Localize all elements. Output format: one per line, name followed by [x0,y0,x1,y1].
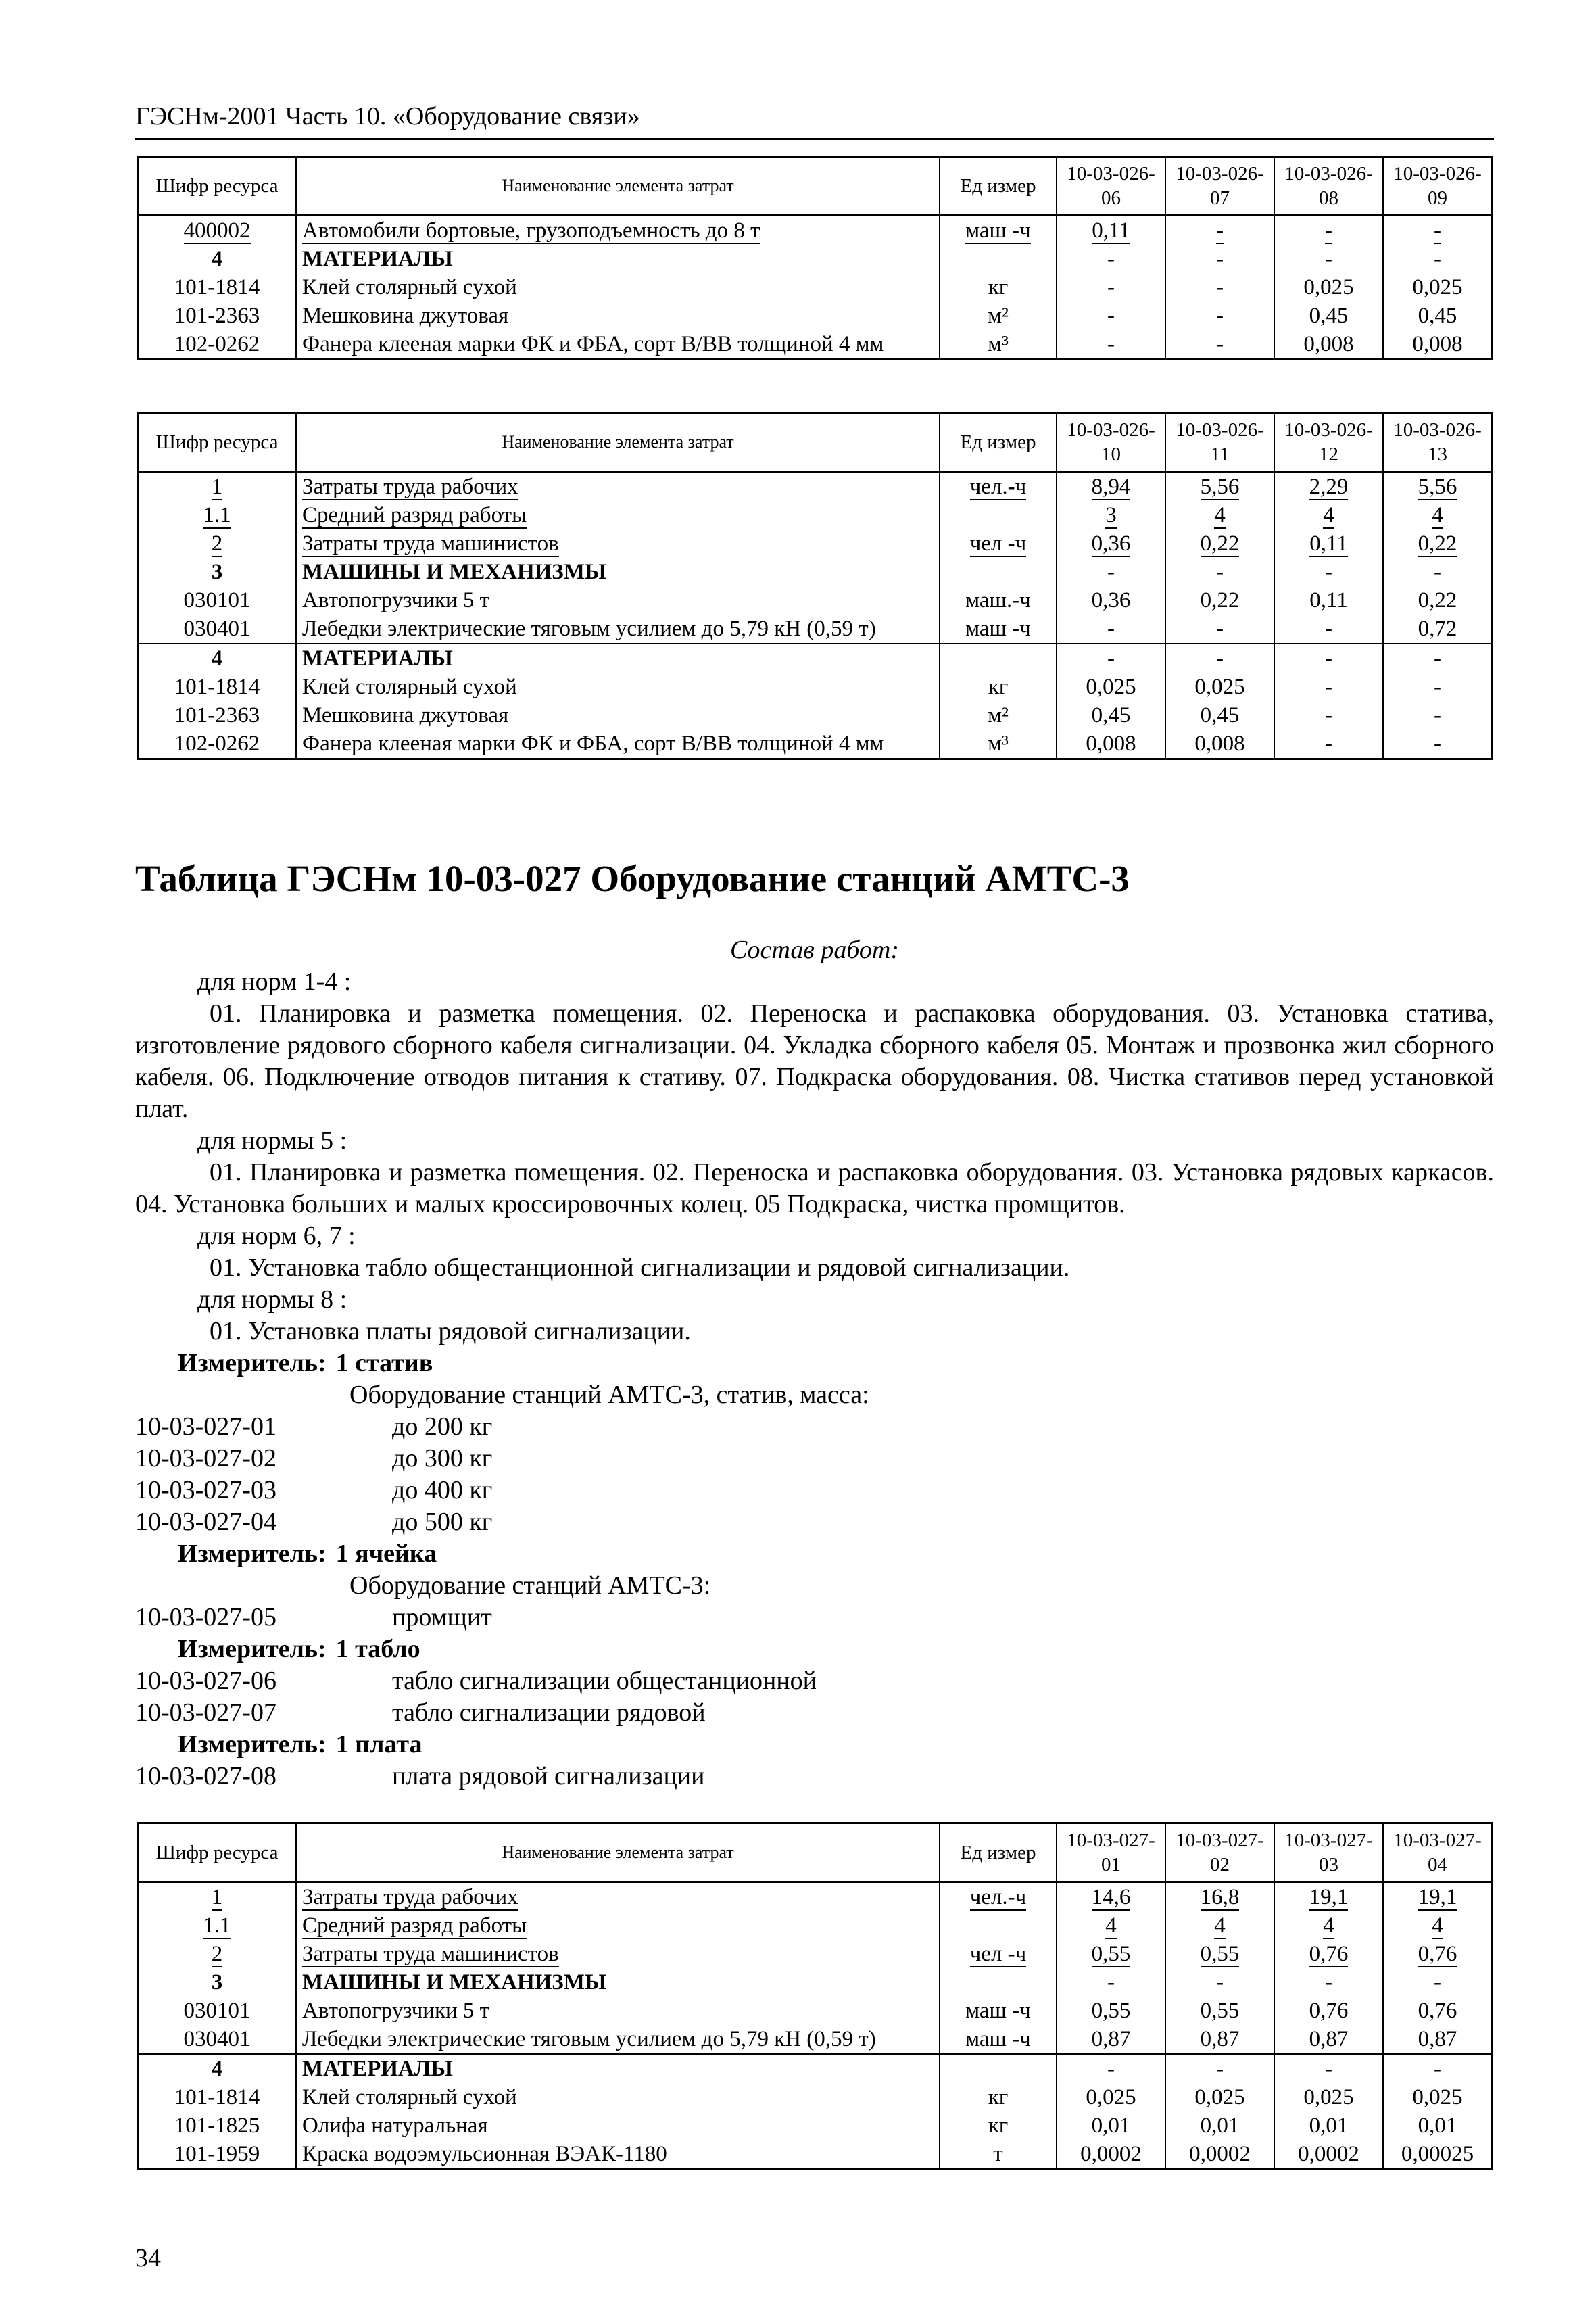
norm-code: 10-03-027-05 [135,1603,276,1631]
resource-code: 101-1814 [174,275,260,300]
norm-value: 2,29 [1309,475,1349,499]
table-row [138,2083,1492,2111]
norm-description: до 300 кг [392,1444,493,1473]
norm-value: - [1325,218,1332,243]
unit: чел -ч [969,1942,1027,1966]
norm-value: 0,01 [1309,2114,1349,2138]
meter-2: Измеритель: 1 ячейка [178,1540,437,1568]
norm-code: 10-03-027-02 [135,1444,276,1473]
norm-column-header: 10-03-027-02 [1165,1823,1274,1882]
norm-value: - [1107,1970,1115,1995]
resource-code: 1 [211,1885,223,1909]
norm-value: - [1107,2057,1115,2081]
norm-value: - [1434,646,1441,671]
norm-value: 0,008 [1194,732,1245,756]
unit: маш -ч [965,1999,1031,2023]
col-unit-header: Ед измер [940,413,1057,472]
norm-value: 4 [1105,1913,1117,1938]
norm-value: - [1325,646,1332,671]
resource-code: 2 [211,531,223,556]
work-composition [135,934,1494,1792]
norm-value: 0,55 [1091,1942,1131,1966]
resource-code: 400002 [183,218,251,243]
norms-6-7-text: 01. Установка табло общестанционной сигнализации и рядовой сигнализации. [210,1254,1070,1282]
norm-item [135,1475,1494,1506]
table-row [138,216,1492,245]
resource-table-027-01-04 [137,1822,1493,2170]
norm-value: 0,025 [1194,675,1245,699]
norm-value: 0,025 [1412,275,1463,300]
resource-code: 3 [211,1970,223,1995]
cost-element-name: Мешковина джутовая [302,304,509,328]
norm-value: 5,56 [1418,475,1457,499]
unit: м³ [988,732,1009,756]
norm-value: 5,56 [1200,475,1240,499]
norm-column-header: 10-03-027-01 [1057,1823,1165,1882]
norm-value: - [1325,1970,1332,1995]
norm-item [135,1411,1494,1443]
section-title: Таблица ГЭСНм 10-03-027 Оборудование станций АМТС-3 [135,858,1130,899]
norm-value: 0,87 [1200,2027,1240,2051]
cost-element-name: Затраты труда рабочих [302,475,518,499]
norm-item [135,1697,1494,1729]
cost-element-name: МАШИНЫ И МЕХАНИЗМЫ [302,560,607,584]
unit: маш.-ч [965,588,1031,613]
table-row [138,673,1492,701]
unit: кг [988,2114,1009,2138]
table-row [138,2054,1492,2083]
norm-value: 8,94 [1091,475,1131,499]
norm-value: 4 [1323,1913,1334,1938]
norm-value: - [1216,332,1224,356]
meter-3: Измеритель: 1 табло [178,1635,420,1663]
norm-value: - [1216,304,1224,328]
norm-value: 0,72 [1418,617,1457,641]
cost-element-name: Средний разряд работы [302,503,527,527]
norm-value: 19,1 [1309,1885,1349,1909]
norm-value: 0,11 [1092,218,1130,243]
table-row [138,701,1492,730]
resource-code: 3 [211,560,223,584]
norm-value: 0,01 [1091,2114,1131,2138]
table-row [138,2140,1492,2170]
norm-value: 0,36 [1091,531,1131,556]
norm-value: - [1434,560,1441,584]
norm-column-header: 10-03-026-08 [1274,157,1383,216]
norm-value: - [1107,332,1115,356]
norm-value: 4 [1432,1913,1443,1938]
table-row [138,730,1492,759]
table-row [138,615,1492,644]
norm-value: 0,76 [1309,1942,1349,1966]
norm-value: 0,025 [1086,675,1136,699]
unit: маш -ч [965,617,1031,641]
resource-code: 030401 [183,2027,251,2051]
norm-value: - [1325,247,1332,271]
resource-code: 1 [211,475,223,499]
norm-code: 10-03-027-07 [135,1698,276,1727]
cost-element-name: Фанера клееная марки ФК и ФБА, сорт В/ВВ толщиной 4 мм [302,732,884,756]
unit: чел.-ч [969,475,1027,499]
table-row [138,245,1492,273]
norm-item [135,1602,1494,1633]
norm-value: - [1216,617,1224,641]
unit: чел.-ч [969,1885,1027,1909]
resource-code: 2 [211,1942,223,1966]
norm-value: 3 [1105,503,1117,527]
norm-8-text: 01. Установка платы рядовой сигнализации. [210,1317,691,1345]
meter-4: Измеритель: 1 плата [178,1730,422,1759]
norm-description: промщит [392,1603,492,1631]
unit: м² [988,304,1009,328]
norm-code: 10-03-027-08 [135,1762,276,1790]
norm-column-header: 10-03-026-12 [1274,413,1383,472]
page-header: ГЭСНм-2001 Часть 10. «Оборудование связи» [135,102,640,130]
resource-code: 101-1825 [174,2114,260,2138]
norm-description: табло сигнализации рядовой [392,1698,706,1727]
table-row [138,472,1492,502]
cost-element-name: МАШИНЫ И МЕХАНИЗМЫ [302,1970,607,1995]
resource-code: 4 [211,247,223,271]
table-row [138,2025,1492,2054]
resource-code: 4 [211,2057,223,2081]
unit: чел -ч [969,531,1027,556]
norm-value: 0,76 [1418,1999,1457,2023]
norm-value: 0,55 [1200,1999,1240,2023]
table-row [138,1997,1492,2025]
norm-item [135,1506,1494,1538]
norm-value: 0,0002 [1298,2142,1359,2166]
norm-value: - [1216,646,1224,671]
norm-value: 14,6 [1091,1885,1131,1909]
norm-value: - [1325,732,1332,756]
resource-code: 101-1814 [174,2085,260,2109]
norm-5-label: для нормы 5 : [197,1126,347,1155]
resource-code: 101-2363 [174,703,260,727]
col-code-header: Шифр ресурса [138,1823,296,1882]
cost-element-name: Клей столярный сухой [302,2085,517,2109]
cost-element-name: Средний разряд работы [302,1913,527,1938]
table-row [138,1968,1492,1997]
norm-description: до 500 кг [392,1508,493,1536]
norm-value: 0,45 [1418,304,1457,328]
norm-value: 0,025 [1194,2085,1245,2109]
norms-1-4-label: для норм 1-4 : [197,968,352,996]
resource-code: 101-2363 [174,304,260,328]
col-unit-header: Ед измер [940,157,1057,216]
group-2-title: Оборудование станций АМТС-3: [349,1571,711,1600]
cost-element-name: Затраты труда машинистов [302,1942,559,1966]
norm-value: 0,87 [1091,2027,1131,2051]
norm-value: 4 [1432,503,1443,527]
cost-element-name: Лебедки электрические тяговым усилием до 5,79 кН (0,59 т) [302,2027,876,2051]
cost-element-name: Краска водоэмульсионная ВЭАК-1180 [302,2142,667,2166]
cost-element-name: Фанера клееная марки ФК и ФБА, сорт В/ВВ толщиной 4 мм [302,332,884,356]
norm-value: - [1434,218,1441,243]
resource-code: 101-1959 [174,2142,260,2166]
cost-element-name: Затраты труда рабочих [302,1885,518,1909]
norm-column-header: 10-03-026-09 [1383,157,1492,216]
composition-heading: Состав работ: [729,936,900,964]
resource-code: 1.1 [203,503,231,527]
norm-column-header: 10-03-027-04 [1383,1823,1492,1882]
norm-value: 0,22 [1418,531,1457,556]
norm-value: - [1216,247,1224,271]
col-name-header: Наименование элемента затрат [296,157,940,216]
table-row [138,644,1492,673]
norm-value: 4 [1214,1913,1226,1938]
norm-column-header: 10-03-026-11 [1165,413,1274,472]
norm-value: 0,008 [1086,732,1136,756]
resource-code: 4 [211,646,223,671]
cost-element-name: Лебедки электрические тяговым усилием до 5,79 кН (0,59 т) [302,617,876,641]
meter-1: Измеритель: 1 статив [178,1349,433,1377]
norm-value: 0,008 [1303,332,1354,356]
table-row [138,501,1492,529]
norm-value: - [1325,675,1332,699]
norm-value: 0,76 [1309,1999,1349,2023]
cost-element-name: Автопогрузчики 5 т [302,1999,490,2023]
norm-value: 0,22 [1200,531,1240,556]
table-row [138,1911,1492,1940]
norm-value: 0,45 [1091,703,1131,727]
group-2-list [135,1602,1494,1633]
cost-element-name: Клей столярный сухой [302,675,517,699]
norm-code: 10-03-027-01 [135,1412,276,1441]
group-3-list [135,1665,1494,1729]
resource-code: 102-0262 [174,332,260,356]
norm-value: 16,8 [1200,1885,1240,1909]
norm-value: 0,76 [1418,1942,1457,1966]
table-header-row [138,413,1492,472]
norm-code: 10-03-027-06 [135,1667,276,1695]
cost-element-name: Затраты труда машинистов [302,531,559,556]
table-row [138,273,1492,302]
cost-element-name: Автомобили бортовые, грузоподъемность до 8 т [302,218,760,243]
norm-column-header: 10-03-027-03 [1274,1823,1383,1882]
col-code-header: Шифр ресурса [138,413,296,472]
table-row [138,302,1492,330]
norm-value: 4 [1214,503,1226,527]
resource-code: 030401 [183,617,251,641]
norm-value: 0,87 [1309,2027,1349,2051]
col-unit-header: Ед измер [940,1823,1057,1882]
norm-value: 0,01 [1418,2114,1457,2138]
norm-value: 0,45 [1200,703,1240,727]
col-name-header: Наименование элемента затрат [296,413,940,472]
norm-value: 0,55 [1091,1999,1131,2023]
unit: маш -ч [965,2027,1031,2051]
norm-value: 0,22 [1200,588,1240,613]
norm-value: - [1107,646,1115,671]
resource-code: 030101 [183,588,251,613]
norm-value: 19,1 [1418,1885,1457,1909]
unit: кг [988,275,1009,300]
norm-value: 0,55 [1200,1942,1240,1966]
norm-column-header: 10-03-026-13 [1383,413,1492,472]
norm-item [135,1443,1494,1475]
norm-value: - [1216,2057,1224,2081]
header-rule [135,138,1494,140]
table-row [138,1882,1492,1912]
cost-element-name: МАТЕРИАЛЫ [302,2057,453,2081]
norm-description: табло сигнализации общестанционной [392,1667,817,1695]
norm-column-header: 10-03-026-06 [1057,157,1165,216]
table-row [138,330,1492,360]
cost-element-name: Олифа натуральная [302,2114,488,2138]
norm-value: 0,36 [1091,588,1131,613]
table-row [138,2111,1492,2140]
norm-value: - [1434,675,1441,699]
unit: т [993,2142,1003,2166]
resource-code: 101-1814 [174,675,260,699]
norm-value: - [1434,1970,1441,1995]
norm-value: - [1325,560,1332,584]
norm-value: 0,45 [1309,304,1349,328]
norm-value: 0,025 [1412,2085,1463,2109]
norm-value: - [1216,1970,1224,1995]
resource-code: 030101 [183,1999,251,2023]
norm-value: 0,025 [1086,2085,1136,2109]
norm-value: - [1434,732,1441,756]
norm-description: до 200 кг [392,1412,493,1441]
norm-value: - [1434,703,1441,727]
norm-item [135,1761,1494,1792]
norm-value: - [1434,247,1441,271]
table-row [138,1940,1492,1968]
norm-value: 0,00025 [1401,2142,1474,2166]
norm-code: 10-03-027-04 [135,1508,276,1536]
group-1-list [135,1411,1494,1538]
norm-value: - [1325,2057,1332,2081]
resource-code: 1.1 [203,1913,231,1938]
col-name-header: Наименование элемента затрат [296,1823,940,1882]
norm-value: - [1107,247,1115,271]
norm-value: 0,008 [1412,332,1463,356]
resource-table-026-10-13 [137,412,1493,760]
norm-column-header: 10-03-026-07 [1165,157,1274,216]
norm-value: - [1107,617,1115,641]
table-row [138,586,1492,615]
norm-column-header: 10-03-026-10 [1057,413,1165,472]
table-row [138,529,1492,558]
norm-value: 0,025 [1303,275,1354,300]
norm-value: 0,22 [1418,588,1457,613]
resource-code: 102-0262 [174,732,260,756]
group-1-title: Оборудование станций АМТС-3, статив, масса: [349,1381,869,1409]
norm-value: - [1325,703,1332,727]
norm-value: 0,87 [1418,2027,1457,2051]
table-row [138,558,1492,586]
norm-value: - [1107,560,1115,584]
unit: м³ [988,332,1009,356]
norm-item [135,1665,1494,1697]
page-number: 34 [135,2244,161,2272]
norm-value: 0,01 [1200,2114,1240,2138]
norm-value: 0,0002 [1189,2142,1251,2166]
resource-table-026-06-09 [137,156,1493,360]
norm-8-label: для нормы 8 : [197,1285,347,1314]
norm-value: 0,0002 [1080,2142,1142,2166]
norm-value: - [1216,560,1224,584]
norm-value: 0,11 [1309,531,1348,556]
norm-value: - [1216,218,1224,243]
norm-value: - [1434,2057,1441,2081]
unit: м² [988,703,1009,727]
norms-1-4-text: 01. Планировка и разметка помещения. 02. Переноска и распаковка оборудования. 03. Установка статива, изготовление рядового сборного кабеля сигнализации. 04. Укладка сборного кабеля 05. Монтаж и прозвонка жил сборного кабеля. 06. Подключение отводов питания к стативу. 07. Подкраска оборудования. 08. Чистка стативов перед установкой плат. [135,999,1494,1123]
cost-element-name: Мешковина джутовая [302,703,509,727]
unit: маш -ч [965,218,1031,243]
norm-description: плата рядовой сигнализации [392,1762,705,1790]
cost-element-name: МАТЕРИАЛЫ [302,247,453,271]
norm-code: 10-03-027-03 [135,1476,276,1504]
table-header-row [138,157,1492,216]
unit: кг [988,2085,1009,2109]
col-code-header: Шифр ресурса [138,157,296,216]
group-4-list [135,1761,1494,1792]
norms-6-7-label: для норм 6, 7 : [197,1222,356,1250]
norm-value: 4 [1323,503,1334,527]
unit: кг [988,675,1009,699]
cost-element-name: МАТЕРИАЛЫ [302,646,453,671]
norm-value: - [1325,617,1332,641]
norm-value: - [1107,275,1115,300]
norm-value: - [1107,304,1115,328]
cost-element-name: Автопогрузчики 5 т [302,588,490,613]
norm-value: - [1216,275,1224,300]
table-header-row [138,1823,1492,1882]
norm-description: до 400 кг [392,1476,493,1504]
norm-value: 0,025 [1303,2085,1354,2109]
cost-element-name: Клей столярный сухой [302,275,517,300]
norm-5-text: 01. Планировка и разметка помещения. 02. Переноска и распаковка оборудования. 03. Установка рядовых каркасов. 04. Установка больших и малых кроссировочных колец. 05 Подкраска, чистка промщитов. [135,1158,1494,1218]
norm-value: 0,11 [1309,588,1348,613]
